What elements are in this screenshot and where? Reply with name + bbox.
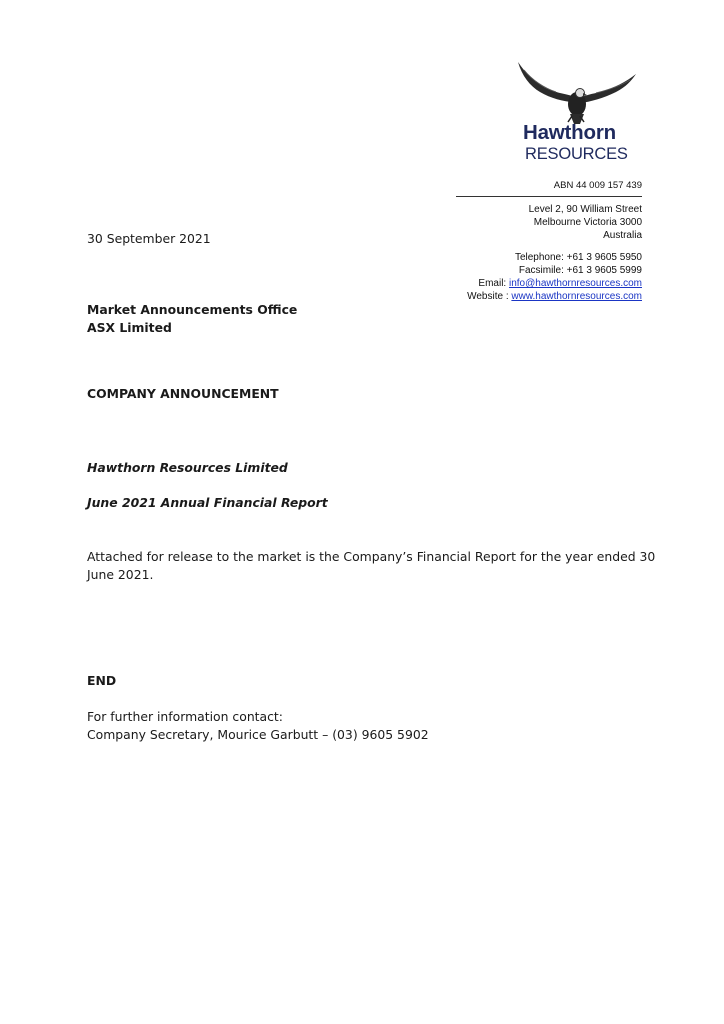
company-name: Hawthorn bbox=[523, 121, 616, 144]
email-line bbox=[478, 277, 642, 290]
company-title: Hawthorn Resources Limited bbox=[87, 460, 288, 475]
address-line-3: Australia bbox=[603, 230, 642, 241]
header-divider bbox=[456, 196, 642, 197]
contact-line-1: For further information contact: bbox=[87, 709, 283, 724]
facsimile: Facsimile: +61 3 9605 5999 bbox=[518, 265, 642, 276]
eagle-icon bbox=[514, 60, 638, 126]
address-line-1: Level 2, 90 William Street bbox=[528, 204, 642, 215]
telephone: Telephone: +61 3 9605 5950 bbox=[514, 252, 642, 263]
recipient-line-2: ASX Limited bbox=[87, 320, 172, 335]
email-label: Email: bbox=[478, 278, 507, 289]
announcement-heading: COMPANY ANNOUNCEMENT bbox=[87, 386, 279, 401]
company-name-sub: RESOURCES bbox=[525, 145, 628, 163]
letter-date: 30 September 2021 bbox=[87, 231, 211, 246]
end-marker: END bbox=[87, 673, 117, 688]
website-line bbox=[467, 290, 642, 303]
body-line-1: Attached for release to the market is the Company’s Financial Report for the year ended 30 bbox=[87, 549, 656, 564]
abn: ABN 44 009 157 439 bbox=[553, 180, 642, 191]
address-line-2: Melbourne Victoria 3000 bbox=[533, 217, 642, 228]
website-link[interactable]: www.hawthornresources.com bbox=[511, 291, 642, 302]
contact-line-2: Company Secretary, Mourice Garbutt – (03) 9605 5902 bbox=[87, 727, 429, 742]
recipient-line-1: Market Announcements Office bbox=[87, 302, 298, 317]
website-label: Website : bbox=[467, 291, 509, 302]
subject-title: June 2021 Annual Financial Report bbox=[87, 495, 328, 510]
email-link[interactable]: info@hawthornresources.com bbox=[509, 278, 642, 289]
body-line-2: June 2021. bbox=[87, 567, 154, 582]
